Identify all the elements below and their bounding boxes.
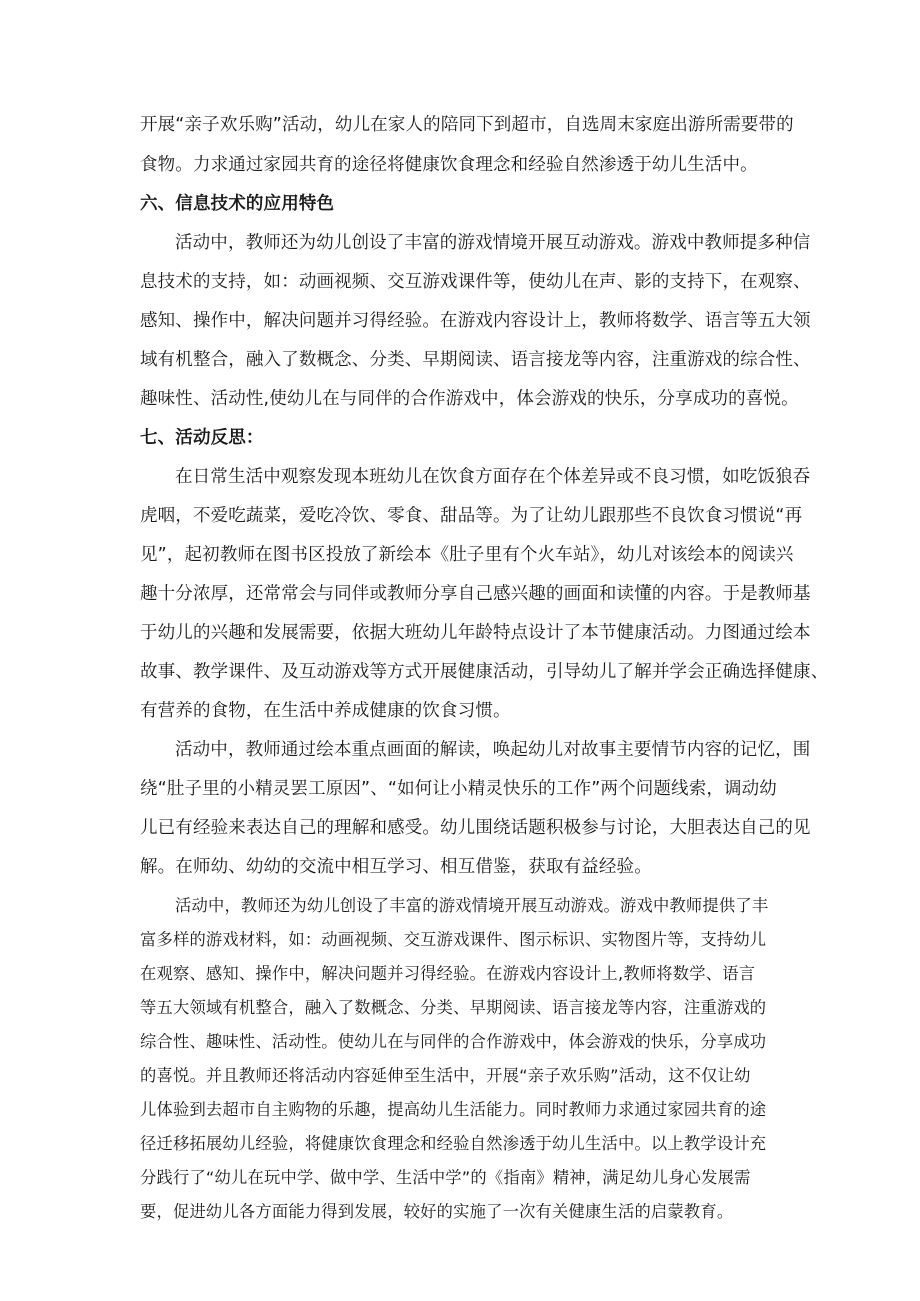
text-line: 要，促进幼儿各方面能力得到发展，较好的实施了一次有关健康生活的启蒙教育。: [140, 1202, 734, 1221]
text-line: 综合性、趣味性、活动性。使幼儿在与同伴的合作游戏中，体会游戏的快乐，分享成功: [140, 1032, 767, 1051]
text-line: 趣十分浓厚，还常常会与同伴或教师分享自己感兴趣的画面和读懂的内容。于是教师基: [140, 584, 811, 604]
text-line: 富多样的游戏材料，如：动画视频、交互游戏课件、图示标识、实物图片等，支持幼儿: [140, 930, 767, 949]
text-line: 食物。力求通过家园共育的途径将健康饮食理念和经验自然渗透于幼儿生活中。: [140, 155, 758, 175]
text-line: 活动中，教师通过绘本重点画面的解读，唤起幼儿对故事主要情节内容的记忆，围: [175, 740, 811, 760]
text-line: 域有机整合，融入了数概念、分类、早期阅读、语言接龙等内容，注重游戏的综合性、: [140, 350, 811, 370]
text-line: 趣味性、活动性,使幼儿在与同伴的合作游戏中，体会游戏的快乐，分享成功的喜悦。: [140, 389, 799, 409]
text-line: 径迁移拓展幼儿经验，将健康饮食理念和经验自然渗透于幼儿生活中。以上教学设计充: [140, 1134, 767, 1153]
text-line: 于幼儿的兴趣和发展需要，依据大班幼儿年龄特点设计了本节健康活动。力图通过绘本: [140, 623, 811, 643]
section-heading: 六、信息技术的应用特色: [140, 194, 335, 214]
text-line: 等五大领域有机整合，融入了数概念、分类、早期阅读、语言接龙等内容，注重游戏的: [140, 998, 767, 1017]
text-line: 息技术的支持，如：动画视频、交互游戏课件等，使幼儿在声、影的支持下，在观察、: [140, 272, 811, 292]
text-line: 的喜悦。并且教师还将活动内容延伸至生活中，开展“亲子欢乐购”活动，这不仅让幼: [140, 1066, 751, 1085]
text-line: 在日常生活中观察发现本班幼儿在饮食方面存在个体差异或不良习惯，如吃饭狼吞: [175, 467, 811, 487]
text-line: 解。在师幼、幼幼的交流中相互学习、相互借鉴，获取有益经验。: [140, 857, 652, 877]
text-line: 儿体验到去超市自主购物的乐趣，提高幼儿生活能力。同时教师力求通过家园共育的途: [140, 1100, 767, 1119]
section-heading: 七、活动反思：: [140, 428, 264, 448]
text-line: 有营养的食物，在生活中养成健康的饮食习惯。: [140, 701, 511, 721]
text-line: 见”，起初教师在图书区投放了新绘本《肚子里有个火车站》，幼儿对该绘本的阅读兴: [140, 545, 794, 565]
text-line: 活动中，教师还为幼儿创设了丰富的游戏情境开展互动游戏。游戏中教师提供了丰: [175, 896, 769, 915]
text-line: 绕“肚子里的小精灵罢工原因”、“如何让小精灵快乐的工作”两个问题线索，调动幼: [140, 779, 777, 799]
text-line: 活动中，教师还为幼儿创设了丰富的游戏情境开展互动游戏。游戏中教师提多种信: [175, 233, 811, 253]
text-line: 分践行了“幼儿在玩中学、做中学、生活中学”的《指南》精神，满足幼儿身心发展需: [140, 1168, 751, 1187]
text-line: 故事、教学课件、及互动游戏等方式开展健康活动，引导幼儿了解并学会正确选择健康、: [140, 662, 829, 682]
text-line: 开展“亲子欢乐购”活动，幼儿在家人的陪同下到超市，自选周末家庭出游所需要带的: [140, 115, 794, 135]
text-line: 儿已有经验来表达自己的理解和感受。幼儿围绕话题积极参与讨论，大胆表达自己的见: [140, 818, 811, 838]
text-line: 感知、操作中，解决问题并习得经验。在游戏内容设计上，教师将数学、语言等五大领: [140, 311, 811, 331]
text-line: 虎咽，不爱吃蔬菜，爱吃冷饮、零食、甜品等。为了让幼儿跟那些不良饮食习惯说“再: [140, 506, 803, 526]
text-line: 在观察、感知、操作中，解决问题并习得经验。在游戏内容设计上,教师将数学、语言: [140, 964, 756, 983]
